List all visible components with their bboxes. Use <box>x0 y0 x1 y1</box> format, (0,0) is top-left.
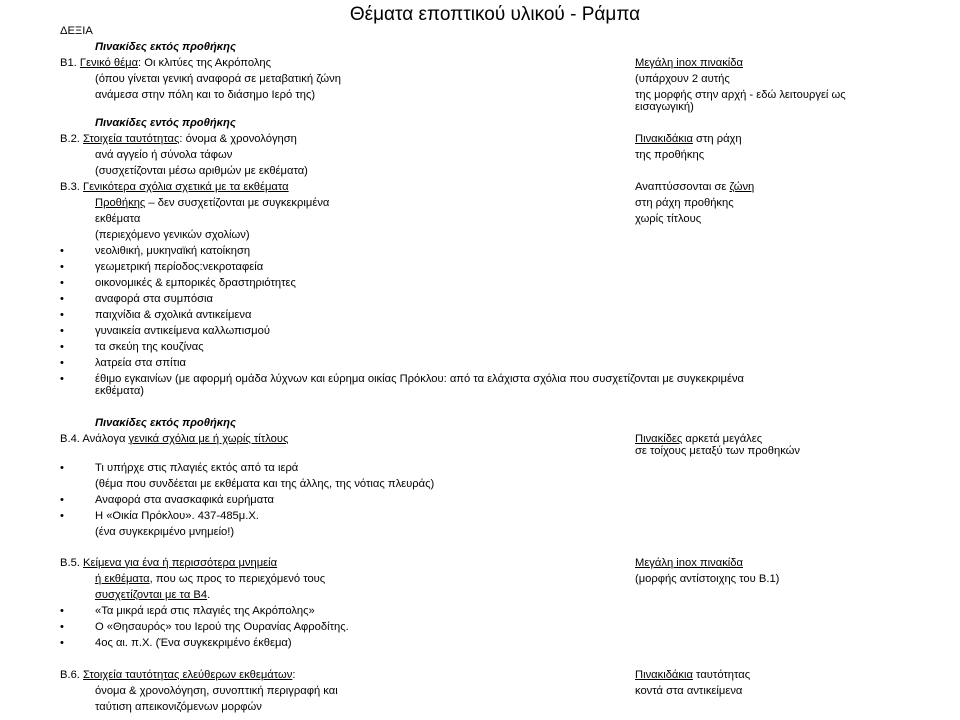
b1-text: : Οι κλιτύες της Ακρόπολης <box>138 57 272 69</box>
b1-title-line <box>60 57 271 70</box>
b6-title-line <box>60 669 295 682</box>
list-item: Τι υπήρχε στις πλαγιές εκτός από τα ιερά <box>95 462 299 474</box>
b2-right1-u: Πινακιδάκια <box>635 133 693 145</box>
section-heading: Πινακίδες εκτός προθήκης <box>95 417 236 429</box>
b1-code: Β1. <box>60 57 77 69</box>
b2-line2: ανά αγγείο ή σύνολα τάφων <box>95 149 233 161</box>
b6-code: Β.6. <box>60 669 80 681</box>
b6-line3: ταύτιση απεικονιζόμενων μορφών <box>95 701 262 713</box>
b3-line3: εκθέματα <box>95 213 141 225</box>
b3-right1-u: ζώνη <box>729 181 755 193</box>
b1-right2: (υπάρχουν 2 αυτής <box>635 73 730 85</box>
bullet-dot: • <box>60 621 64 633</box>
bullet-dot: • <box>60 293 64 305</box>
list-item: «Τα μικρά ιερά στις πλαγιές της Ακρόπολης» <box>95 605 315 617</box>
list-item: 4ος αι. π.Χ. (Ένα συγκεκριμένο έκθεμα) <box>95 637 292 649</box>
bullet-dot: • <box>60 462 64 474</box>
b3-right3: χωρίς τίτλους <box>635 213 702 225</box>
bullet-dot: • <box>60 637 64 649</box>
b4-title-line <box>60 433 288 446</box>
list-item: τα σκεύη της κουζίνας <box>95 341 204 353</box>
b5-line3 <box>95 589 210 602</box>
b2-code: Β.2. <box>60 133 80 145</box>
bullet-dot: • <box>60 373 64 385</box>
b6-right1-u: Πινακιδάκια <box>635 669 693 681</box>
list-item: έθιμο εγκαινίων (με αφορμή ομάδα λύχνων και εύρημα οικίας Πρόκλου: από τα ελάχιστα σχόλια που συσχετίζονται με συγκεκριμένα <box>95 373 745 385</box>
section-heading: Πινακίδες εκτός προθήκης <box>95 41 236 53</box>
b4-code: Β.4. Ανάλογα <box>60 433 129 445</box>
b1-line3: ανάμεσα στην πόλη και το διάσημο Ιερό της) <box>95 89 316 101</box>
list-item: Ο «Θησαυρός» του Ιερού της Ουρανίας Αφροδίτης. <box>95 621 349 633</box>
bullet-dot: • <box>60 357 64 369</box>
b3-right2: στη ράχη προθήκης <box>635 197 734 209</box>
b3-code: Β.3. <box>60 181 80 193</box>
b6-topic: Στοιχεία ταυτότητας ελεύθερων εκθεμάτων <box>83 669 293 681</box>
b4-topic: γενικά σχόλια με ή χωρίς τίτλους <box>128 433 289 445</box>
list-item: λατρεία στα σπίτια <box>95 357 186 369</box>
list-item-note: (ένα συγκεκριμένο μνημείο!) <box>95 526 235 538</box>
b1-right4: εισαγωγική) <box>635 101 694 113</box>
list-item: γεωμετρική περίοδος:νεκροταφεία <box>95 261 264 273</box>
b3-line2-u: Προθήκης <box>95 197 146 209</box>
b2-line3: (συσχετίζονται μέσω αριθμών με εκθέματα) <box>95 165 308 177</box>
b1-topic: Γενικό θέμα <box>79 57 139 69</box>
list-item-continued: εκθέματα) <box>95 385 145 397</box>
b5-line3-rest: . <box>207 589 211 601</box>
bullet-dot: • <box>60 605 64 617</box>
bullet-dot: • <box>60 510 64 522</box>
b4-right2: σε τοίχους μεταξύ των προθηκών <box>635 445 801 457</box>
b5-line3-u: συσχετίζονται με τα Β4 <box>95 589 208 601</box>
b6-line2: όνομα & χρονολόγηση, συνοπτική περιγραφή και <box>95 685 338 697</box>
b5-title-line <box>60 557 277 570</box>
list-item: Η «Οικία Πρόκλου». 437-485μ.Χ. <box>95 510 259 522</box>
section-heading: Πινακίδες εντός προθήκης <box>95 117 236 129</box>
b2-text: : όνομα & χρονολόγηση <box>179 133 297 145</box>
b5-line2-u: ή εκθέματα <box>95 573 150 585</box>
b3-line2 <box>95 197 329 210</box>
b3-line4: (περιεχόμενο γενικών σχολίων) <box>95 229 250 241</box>
b5-line2-rest: , που ως προς το περιεχόμενό τους <box>149 573 326 585</box>
b6-right2: κοντά στα αντικείμενα <box>635 685 743 697</box>
list-item-note: (θέμα που συνδέεται με εκθέματα και της άλλης, της νότιας πλευράς) <box>95 478 435 490</box>
b5-code: Β.5. <box>60 557 80 569</box>
b5-line2 <box>95 573 325 586</box>
bullet-dot: • <box>60 261 64 273</box>
b3-right1 <box>635 181 754 194</box>
b2-topic: Στοιχεία ταυτότητας <box>83 133 180 145</box>
list-item: νεολιθική, μυκηναϊκή κατοίκηση <box>95 245 251 257</box>
b3-right1-text: Αναπτύσσονται σε <box>635 181 730 193</box>
list-item: γυναικεία αντικείμενα καλλωπισμού <box>95 325 270 337</box>
b2-title-line <box>60 133 297 146</box>
bullet-dot: • <box>60 309 64 321</box>
b6-right1-rest: ταυτότητας <box>692 669 751 681</box>
b1-line2: (όπου γίνεται γενική αναφορά σε μεταβατική ζώνη <box>95 73 341 85</box>
list-item: Αναφορά στα ανασκαφικά ευρήματα <box>95 494 274 506</box>
b1-right3: της μορφής στην αρχή - εδώ λειτουργεί ως <box>635 89 846 101</box>
b2-right1 <box>635 133 742 146</box>
b6-right1 <box>635 669 750 682</box>
bullet-dot: • <box>60 341 64 353</box>
b2-right2: της προθήκης <box>635 149 705 161</box>
side-label: ΔΕΞΙΑ <box>60 25 93 37</box>
b3-title-line <box>60 181 289 194</box>
list-item: οικονομικές & εμπορικές δραστηριότητες <box>95 277 296 289</box>
list-item: παιχνίδια & σχολικά αντικείμενα <box>95 309 252 321</box>
bullet-dot: • <box>60 325 64 337</box>
b2-right1-rest: στη ράχη <box>692 133 742 145</box>
b4-right1-u: Πινακίδες <box>635 433 683 445</box>
b4-right1-rest: αρκετά μεγάλες <box>682 433 763 445</box>
page-title: Θέματα εποπτικού υλικού - Ράμπα <box>349 4 641 25</box>
b1-right1: Μεγάλη inox πινακίδα <box>635 57 743 69</box>
b3-topic: Γενικότερα σχόλια σχετικά με τα εκθέματα <box>83 181 289 193</box>
list-item: αναφορά στα συμπόσια <box>95 293 213 305</box>
b5-topic: Κείμενα για ένα ή περισσότερα μνημεία <box>83 557 278 569</box>
bullet-dot: • <box>60 494 64 506</box>
b6-text: : <box>292 669 296 681</box>
b3-line2-rest: – δεν συσχετίζονται με συγκεκριμένα <box>145 197 330 209</box>
bullet-dot: • <box>60 277 64 289</box>
bullet-dot: • <box>60 245 64 257</box>
b5-right1: Μεγάλη inox πινακίδα <box>635 557 743 569</box>
b5-right2: (μορφής αντίστοιχης του Β.1) <box>635 573 780 585</box>
